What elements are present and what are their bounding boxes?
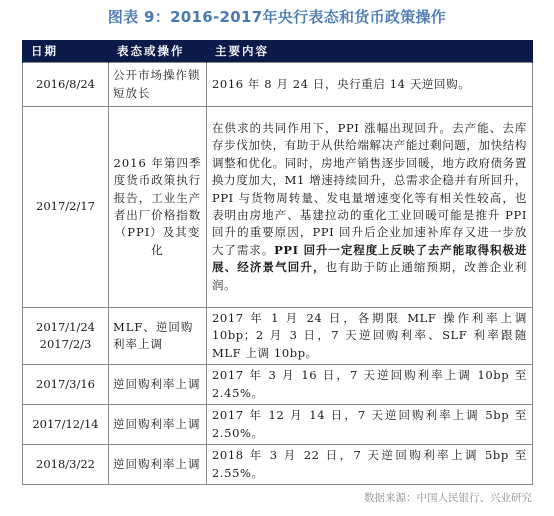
content-bold-text: PPI 回升一定程度上反映了去产能取得积极进展、经济景气回升， [212, 242, 527, 275]
header-content: 主要内容 [207, 40, 533, 63]
header-action: 表态或操作 [109, 40, 207, 63]
table-row [23, 365, 533, 405]
row-action: 公开市场操作锁短放长 [109, 63, 207, 107]
header-date: 日期 [23, 40, 109, 63]
row-date [23, 445, 109, 485]
row-date [23, 107, 109, 308]
row-action: 逆回购利率上调 [109, 405, 207, 445]
table-row [23, 445, 533, 485]
table-row [23, 63, 533, 107]
row-content: 2016 年 8 月 24 日，央行重启 14 天逆回购。 [207, 63, 533, 107]
row-action: 逆回购利率上调 [109, 445, 207, 485]
table-header-row [23, 40, 533, 63]
table-row [23, 405, 533, 445]
row-content: 2018 年 3 月 22 日，7 天逆回购利率上调 5bp 至 2.55%。 [207, 445, 533, 485]
date-text: 2017/2/17 [36, 199, 95, 214]
row-content: 2017 年 1 月 24 日，各期限 MLF 操作利率上调 10bp；2 月 3 日，7 天逆回购利率、SLF 利率跟随 MLF 上调 10bp。 [207, 308, 533, 365]
row-action: 逆回购利率上调 [109, 365, 207, 405]
date-text: 2018/3/22 [36, 457, 95, 472]
row-date [23, 405, 109, 445]
row-action: 2016 年第四季度货币政策执行报告，工业生产者出厂价格指数（PPI）及其变化 [109, 107, 207, 308]
row-content [207, 107, 533, 308]
date-text: 2016/8/24 [36, 76, 95, 91]
row-date [23, 308, 109, 365]
date-text: 2017/3/16 [36, 377, 95, 392]
data-source: 数据来源：中国人民银行、兴业研究 [364, 492, 532, 504]
row-action: MLF、逆回购利率上调 [109, 308, 207, 365]
table-row [23, 107, 533, 308]
date-text: 2017/2/3 [39, 337, 92, 352]
content-text: 在供求的共同作用下，PPI 涨幅出现回升。去产能、去库存步伐加快，有助于从供给端解决产能过剩问题，加快结构调整和优化。同时，房地产销售逐步回暖，地方政府债务置换力度加大，M1 增速持续回升，总需求企稳并有所回升，PPI 与货物周转量、发电量增速变化等有相关性较高，也表明由房地产、基建拉动的重化工业回暖可能是推升 PPI 回升的重要原因，PPI 回升后企业加速补库存又进一步放大了需求。 [212, 120, 527, 257]
row-date [23, 63, 109, 107]
date-text: 2017/1/24 [36, 319, 95, 334]
figure-title: 图表 9：2016-2017年央行表态和货币政策操作 [107, 8, 447, 26]
date-text: 2017/12/14 [32, 417, 99, 432]
row-date [23, 365, 109, 405]
table-row [23, 308, 533, 365]
row-content: 2017 年 12 月 14 日，7 天逆回购利率上调 5bp 至 2.50%。 [207, 405, 533, 445]
content-tail-text: 也有助于防止通缩预期，改善企业利润。 [212, 260, 527, 292]
row-content: 2017 年 3 月 16 日，7 天逆回购利率上调 10bp 至 2.45%。 [207, 365, 533, 405]
policy-table [22, 40, 533, 485]
